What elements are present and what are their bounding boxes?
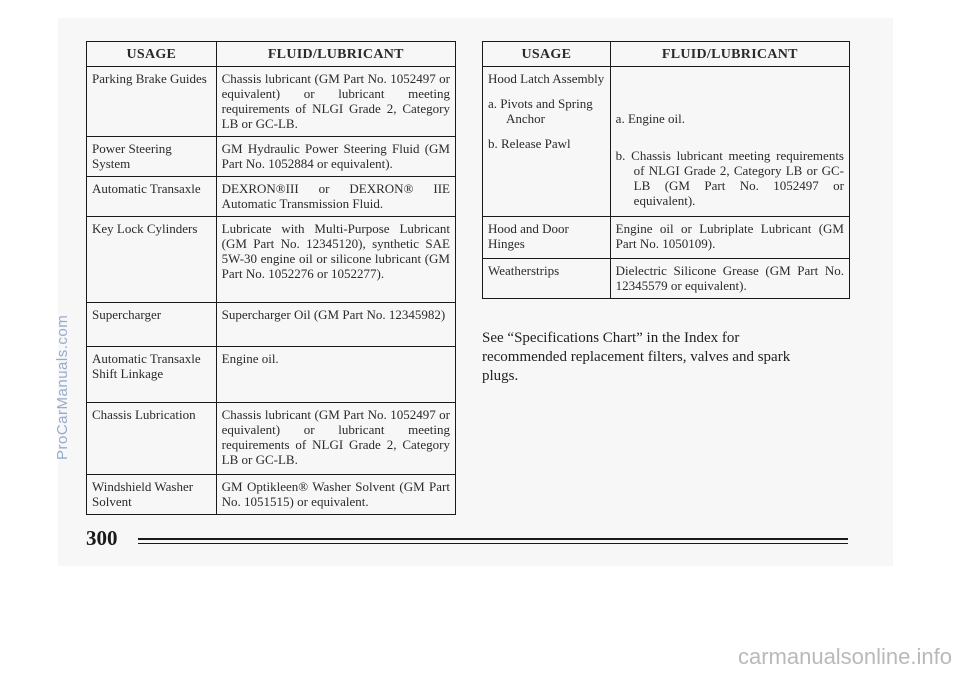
fluid-cell: GM Hydraulic Power Steering Fluid (GM Part No. 1052884 or equivalent). xyxy=(216,137,455,177)
usage-cell: Hood and Door Hinges xyxy=(483,217,611,259)
hood-latch-sub-a-usage: a. Pivots and Spring Anchor xyxy=(488,96,593,126)
usage-cell: Windshield Washer Solvent xyxy=(87,475,217,515)
usage-cell: Power Steering System xyxy=(87,137,217,177)
usage-cell: Automatic Transaxle Shift Linkage xyxy=(87,347,217,403)
usage-cell: Chassis Lubrication xyxy=(87,403,217,475)
fluid-cell: Chassis lubricant (GM Part No. 1052497 or equivalent) or lubricant meeting requirements of NLGI Grade 2, Category LB or GC-LB. xyxy=(216,403,455,475)
fluid-cell: Chassis lubricant (GM Part No. 1052497 or equivalent) or lubricant meeting requirements of NLGI Grade 2, Category LB or GC-LB. xyxy=(216,67,455,137)
usage-cell: Supercharger xyxy=(87,303,217,347)
hood-latch-title: Hood Latch Assembly xyxy=(488,71,605,86)
table-row xyxy=(87,137,456,177)
usage-header: USAGE xyxy=(483,42,611,67)
fluid-cell: GM Optikleen® Washer Solvent (GM Part No. 1051515) or equivalent. xyxy=(216,475,455,515)
table-row xyxy=(483,217,850,259)
fluid-header: FLUID/LUBRICANT xyxy=(610,42,849,67)
usage-cell: Key Lock Cylinders xyxy=(87,217,217,303)
table-header-row xyxy=(483,42,850,67)
usage-cell: Automatic Transaxle xyxy=(87,177,217,217)
specifications-note: See “Specifications Chart” in the Index for recommended replacement filters, valves and spark plugs. xyxy=(482,330,791,384)
bottom-watermark: carmanualsonline.info xyxy=(737,644,952,669)
table-row xyxy=(87,217,456,303)
fluid-cell: Lubricate with Multi-Purpose Lubricant (GM Part No. 12345120), synthetic SAE 5W-30 engine oil or silicone lubricant (GM Part No. 1052276 or 1052277). xyxy=(216,217,455,303)
table-row xyxy=(483,259,850,299)
table-row xyxy=(87,403,456,475)
fluid-cell xyxy=(610,67,849,217)
table-row xyxy=(87,303,456,347)
hood-latch-sub-b-fluid: b. Chassis lubricant meeting requirements of NLGI Grade 2, Category LB or GC-LB (GM Part No. 1052497 or equivalent). xyxy=(615,148,844,208)
footer-rule-thick xyxy=(138,538,848,540)
table-row xyxy=(87,347,456,403)
side-watermark: ProCarManuals.com xyxy=(54,314,71,460)
fluid-cell: Dielectric Silicone Grease (GM Part No. 12345579 or equivalent). xyxy=(610,259,849,299)
fluid-cell: Supercharger Oil (GM Part No. 12345982) xyxy=(216,303,455,347)
fluid-lubricant-table-left xyxy=(86,41,456,515)
fluid-cell: DEXRON®III or DEXRON® IIE Automatic Transmission Fluid. xyxy=(216,177,455,217)
hood-latch-sub-a-fluid: a. Engine oil. xyxy=(615,111,685,126)
hood-latch-sub-b-usage: b. Release Pawl xyxy=(488,136,571,151)
table-header-row xyxy=(87,42,456,67)
usage-cell xyxy=(483,67,611,217)
table-row xyxy=(87,475,456,515)
usage-cell: Parking Brake Guides xyxy=(87,67,217,137)
fluid-cell: Engine oil. xyxy=(216,347,455,403)
usage-header: USAGE xyxy=(87,42,217,67)
table-row xyxy=(87,67,456,137)
fluid-lubricant-table-right xyxy=(482,41,850,299)
page-number: 300 xyxy=(86,526,118,550)
fluid-header: FLUID/LUBRICANT xyxy=(216,42,455,67)
usage-cell: Weatherstrips xyxy=(483,259,611,299)
table-row xyxy=(87,177,456,217)
table-row xyxy=(483,67,850,217)
footer-rule-thin xyxy=(138,543,848,544)
fluid-cell: Engine oil or Lubriplate Lubricant (GM Part No. 1050109). xyxy=(610,217,849,259)
